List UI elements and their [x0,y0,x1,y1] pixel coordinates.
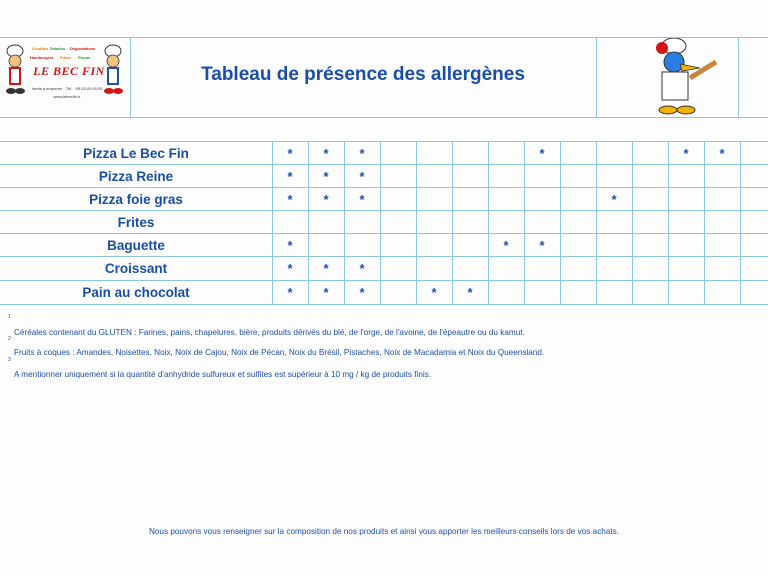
row-line-4 [0,233,768,234]
allergen-mark: * [683,146,689,161]
allergen-mark: * [323,146,329,161]
col-line-2 [344,141,345,304]
col-line-6 [488,141,489,304]
logo-contact: Vente à emporter · Tél. : 05.03.00.00.00 [31,86,103,91]
col-line-8 [560,141,561,304]
allergen-mark: * [539,146,545,161]
product-name: Pizza foie gras [89,192,183,207]
logo-tag-6: Pizzas [78,55,91,60]
product-name: Croissant [104,261,168,276]
col-line-7 [524,141,525,304]
col-line-13 [740,141,741,304]
col-line-3 [380,141,381,304]
allergen-mark: * [287,238,293,253]
note-nuts: Fruits à coques : Amandes, Noisettes, Noix, Noix de Cajou, Noix de Pécan, Noix du Brésil, Pistaches, Noix de Macadamia et Noix du Queensland. [14,348,545,357]
note-number-2: 2 [8,336,11,342]
col-line-12 [704,141,705,304]
logo-tag-1: Crudités [32,46,49,51]
allergen-mark: * [611,192,617,207]
col-line-0 [272,141,273,304]
product-name: Pizza Le Bec Fin [83,146,189,161]
product-name: Pain au chocolat [82,285,190,300]
allergen-mark: * [287,169,293,184]
note-gluten: Céréales contenant du GLUTEN : Farines, pains, chapelures, bière, produits dérivés du blé, de l'orge, de l'avoine, de l'épeautre ou du kamut. [14,328,525,337]
logo-tag-5: Frites [60,55,71,60]
col-line-10 [632,141,633,304]
allergen-mark: * [287,261,293,276]
allergen-mark: * [287,146,293,161]
product-name: Baguette [107,238,165,253]
chef-mascot-icon [640,38,730,118]
allergen-mark: * [287,285,293,300]
logo-website: www.lebecfin.fr [53,94,81,99]
row-line-7 [0,304,768,305]
allergen-mark: * [359,169,365,184]
allergen-mark: * [287,192,293,207]
row-line-0 [0,141,768,142]
allergen-mark: * [323,285,329,300]
row-line-3 [0,210,768,211]
note-number-3: 3 [8,357,11,363]
logo-tag-4: Hamburgers [30,55,54,60]
allergen-mark: * [431,285,437,300]
company-logo [0,38,130,116]
allergen-mark: * [323,169,329,184]
allergen-mark: * [359,285,365,300]
logo-tag-3: Dégustations [70,46,96,51]
allergen-mark: * [323,261,329,276]
row-line-1 [0,164,768,165]
footer-advice: Nous pouvons vous renseigner sur la composition de nos produits et ainsi vous apporter les meilleurs conseils lors de vos achats. [148,527,620,536]
header-divider-right [596,37,597,118]
allergen-mark: * [539,238,545,253]
col-line-1 [308,141,309,304]
row-line-2 [0,187,768,188]
allergen-mark: * [359,261,365,276]
allergen-mark: * [719,146,725,161]
col-line-11 [668,141,669,304]
header-divider-far-right [738,37,739,118]
col-line-5 [452,141,453,304]
row-line-5 [0,256,768,257]
allergen-mark: * [323,192,329,207]
note-number-1: 1 [8,314,11,320]
col-line-4 [416,141,417,304]
product-name: Frites [117,215,155,230]
logo-name: LE BEC FIN [33,64,105,78]
allergen-mark: * [359,192,365,207]
allergen-mark: * [359,146,365,161]
note-sulfites: A mentionner uniquement si la quantité d'anhydride sulfureux et sulfites est supérieur à 10 mg / kg de produits finis. [14,370,432,379]
allergen-mark: * [503,238,509,253]
row-line-6 [0,280,768,281]
logo-tag-2: Salades [50,46,66,51]
col-line-9 [596,141,597,304]
product-name: Pizza Reine [98,169,174,184]
allergen-mark: * [467,285,473,300]
page-title: Tableau de présence des allergènes [201,64,525,85]
